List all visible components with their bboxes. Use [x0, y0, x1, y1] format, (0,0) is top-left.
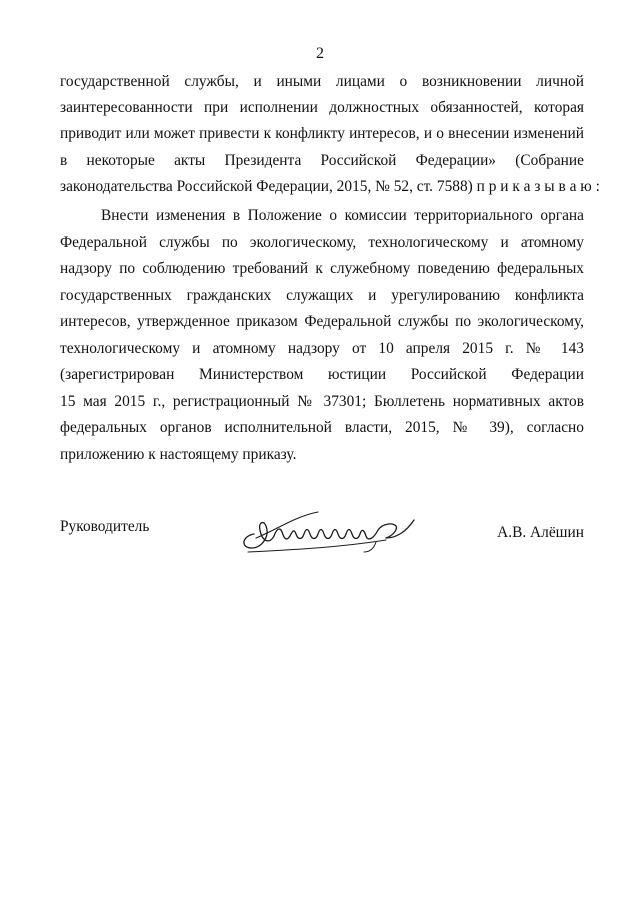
handwritten-signature [236, 508, 426, 554]
text-line: Внести изменения в Положение о комиссии территориального органа [101, 207, 584, 224]
text-line: технологическому и атомному надзору от 10 апреля 2015 г. № 143 [60, 340, 584, 357]
signatory-name: А.В. Алёшин [497, 524, 584, 541]
page-number: 2 [316, 45, 324, 62]
text-line: федеральных органов исполнительной власти, 2015, № 39), согласно [60, 419, 584, 436]
text-line: заинтересованности при исполнении должностных обязанностей, которая [60, 99, 584, 116]
text-line: Федеральной службы по экологическому, технологическому и атомному [60, 234, 584, 251]
text-line: 15 мая 2015 г., регистрационный № 37301; Бюллетень нормативных актов [60, 393, 584, 410]
text-line: приводит или может привести к конфликту интересов, и о внесении изменений [60, 125, 584, 142]
text-line: законодательства Российской Федерации, 2015, № 52, ст. 7588) п р и к а з ы в а ю : [60, 178, 600, 195]
signatory-title: Руководитель [60, 518, 150, 535]
text-line: в некоторые акты Президента Российской Федерации» (Собрание [60, 152, 584, 169]
text-line: государственной службы, и иными лицами о возникновении личной [60, 73, 584, 90]
text-line: надзору по соблюдению требований к служебному поведению федеральных [60, 260, 584, 277]
text-line: (зарегистрирован Министерством юстиции Российской Федерации [60, 366, 584, 383]
text-line: интересов, утвержденное приказом Федеральной службы по экологическому, [60, 313, 584, 330]
text-line: приложению к настоящему приказу. [60, 446, 297, 463]
text-line: государственных гражданских служащих и урегулированию конфликта [60, 287, 584, 304]
